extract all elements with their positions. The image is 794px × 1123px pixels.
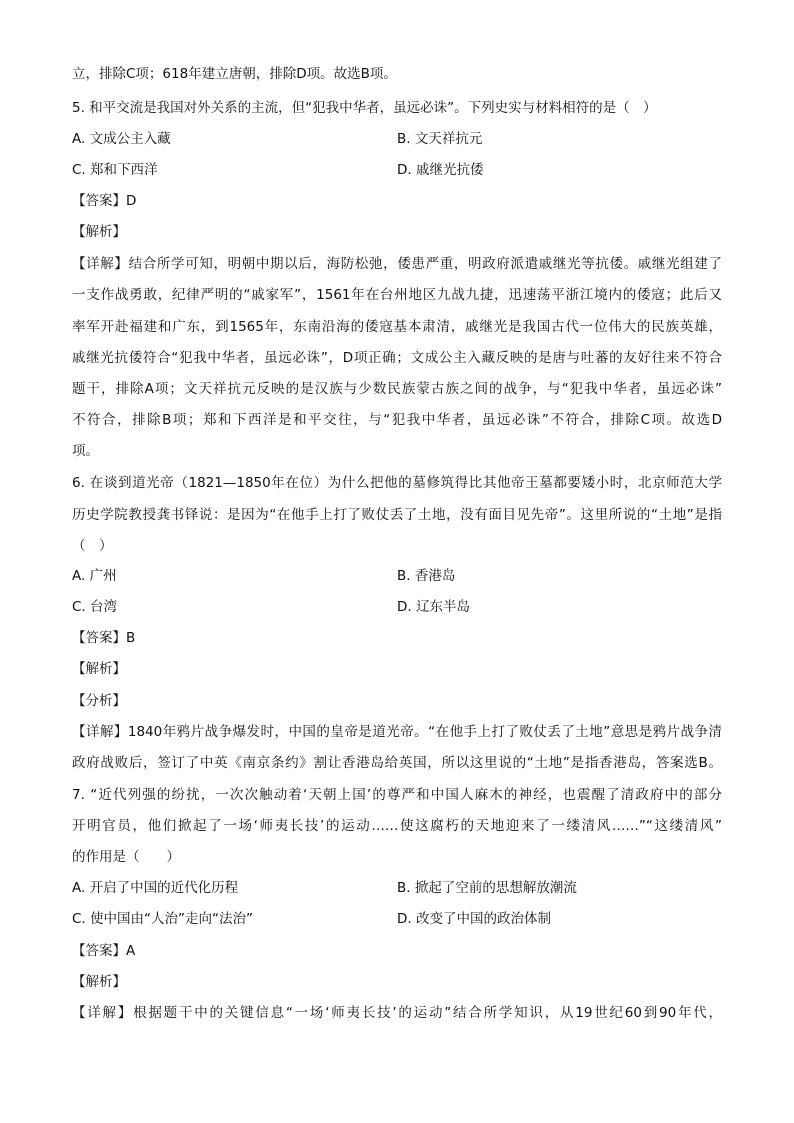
analysis-label-6: 【分析】 <box>72 693 126 709</box>
question-5-option-d: D. 戚继光抗倭 <box>397 162 484 178</box>
question-5-option-a: A. 文成公主入藏 <box>72 131 171 147</box>
detail-6-line: 【详解】1840年鸦片战争爆发时，中国的皇帝是道光帝。“在他手上打了败仗丢了土地”意思是鸦片战争清 <box>72 724 722 740</box>
question-6-option-c: C. 台湾 <box>72 599 118 615</box>
detail-7-line: 【详解】根据题干中的关键信息“一场‘师夷长技’的运动”结合所学知识，从19世纪60到90年代， <box>72 1005 722 1021</box>
question-6-option-b: B. 香港岛 <box>397 568 456 584</box>
detail-6-line: 政府战败后，签订了中英《南京条约》割让香港岛给英国，所以这里说的“土地”是指香港岛，答案选B。 <box>72 755 722 771</box>
question-5-option-b: B. 文天祥抗元 <box>397 131 483 147</box>
question-7: 开明官员，他们掀起了一场‘师夷长技’的运动……使这腐朽的天地迎来了一缕清风……”“这缕清风” <box>72 818 722 834</box>
detail-5-line: 率军开赴福建和广东，到1565年，东南沿海的倭寇基本肃清，戚继光是我国古代一位伟大的民族英雄， <box>72 319 722 335</box>
detail-5-line: 戚继光抗倭符合“犯我中华者，虽远必诛”，D项正确；文成公主入藏反映的是唐与吐蕃的友好往来不符合 <box>72 350 722 366</box>
question-7: 7. “近代列强的纷扰，一次次触动着‘天朝上国’的尊严和中国人麻木的神经，也震醒了清政府中的部分 <box>72 787 722 803</box>
question-5: 5. 和平交流是我国对外关系的主流，但“犯我中华者，虽远必诛”。下列史实与材料相符的是（ ） <box>72 100 657 116</box>
question-6-option-d: D. 辽东半岛 <box>397 599 470 615</box>
question-5-option-c: C. 郑和下西洋 <box>72 162 158 178</box>
question-6: （ ） <box>72 538 113 554</box>
question-7-option-b: B. 掀起了空前的思想解放潮流 <box>397 880 577 896</box>
question-7: 的作用是（ ） <box>72 849 180 865</box>
answer-7: 【答案】A <box>72 943 136 959</box>
detail-5-line: 题干，排除A项；文天祥抗元反映的是汉族与少数民族蒙古族之间的战争，与“犯我中华者，虽远必诛” <box>72 381 722 397</box>
detail-5-line: 项。 <box>72 443 99 459</box>
question-6: 历史学院教授龚书铎说：是因为“在他手上打了败仗丢了土地，没有面目见先帝”。这里所说的“土地”是指 <box>72 507 722 523</box>
analysis-heading-5: 【解析】 <box>72 224 126 240</box>
detail-5-line: 一支作战勇敢，纪律严明的“戚家军”，1561年在台州地区九战九捷，迅速荡平浙江境内的倭寇；此后又 <box>72 287 722 303</box>
text-line: 立，排除C项；618年建立唐朝，排除D项。故选B项。 <box>72 66 397 82</box>
analysis-heading-7: 【解析】 <box>72 974 126 990</box>
question-7-option-d: D. 改变了中国的政治体制 <box>397 911 551 927</box>
analysis-heading-6: 【解析】 <box>72 661 126 677</box>
question-7-option-a: A. 开启了中国的近代化历程 <box>72 880 239 896</box>
detail-5-line: 【详解】结合所学可知，明朝中期以后，海防松弛，倭患严重，明政府派遣戚继光等抗倭。戚继光组建了 <box>72 256 722 272</box>
answer-6: 【答案】B <box>72 630 136 646</box>
detail-5-line: 不符合，排除B项；郑和下西洋是和平交往，与“犯我中华者，虽远必诛”不符合，排除C项。故选D <box>72 412 722 428</box>
question-7-option-c: C. 使中国由“人治”走向“法治” <box>72 911 253 927</box>
question-6-option-a: A. 广州 <box>72 568 117 584</box>
answer-5: 【答案】D <box>72 193 137 209</box>
question-6: 6. 在谈到道光帝（1821—1850年在位）为什么把他的墓修筑得比其他帝王墓都要矮小时，北京师范大学 <box>72 475 722 491</box>
